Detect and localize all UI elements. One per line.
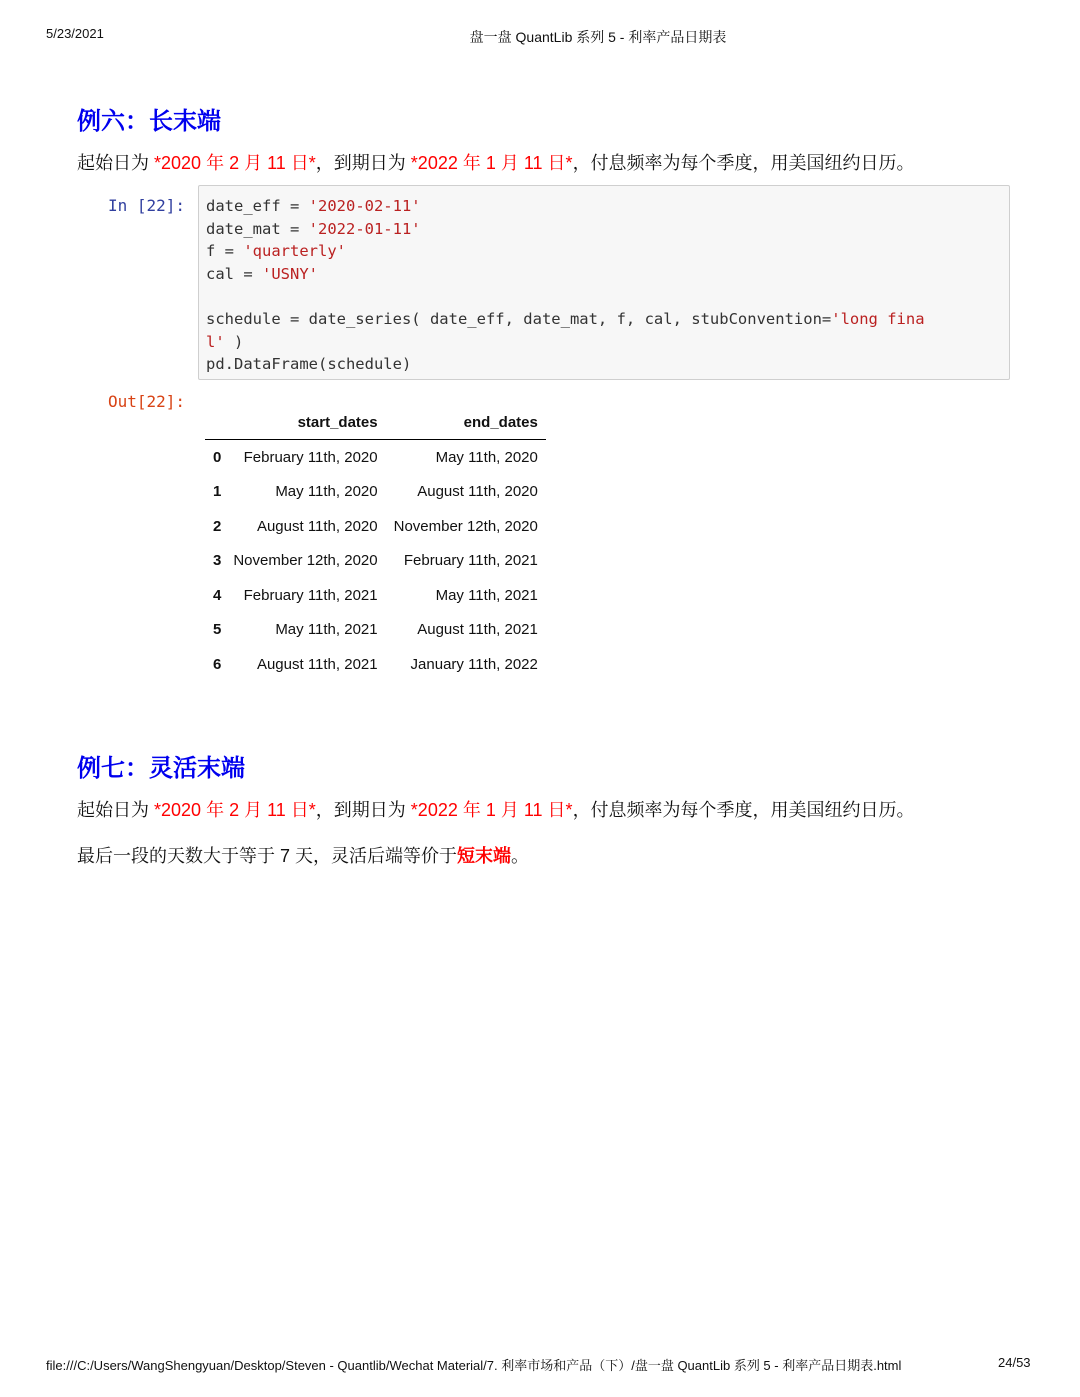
start-date-cell: May 11th, 2020 [275,483,378,501]
print-footer-page: 24/53 [998,1355,1031,1370]
start-date-cell: February 11th, 2020 [243,448,378,466]
desc-prefix: 起始日为 [77,153,155,173]
table-row [205,613,546,648]
end-date-cell: January 11th, 2022 [410,655,538,673]
desc-end-date: *2022 年 1 月 11 日* [410,153,573,173]
row-index: 3 [213,552,222,570]
table-header-row [205,405,546,440]
end-date-cell: May 11th, 2021 [435,586,538,604]
start-date-cell: August 11th, 2020 [256,517,378,535]
end-date-cell: August 11th, 2021 [417,621,538,639]
code-line-6: schedule = date_series( date_eff, date_mat, f, cal, stubConvention='long fina [206,309,925,328]
desc-suffix: ，付息频率为每个季度，用美国纽约日历。 [572,800,915,820]
example7-note [77,842,529,868]
example6-heading: 例六：长末端 [77,108,221,135]
start-date-cell: August 11th, 2021 [256,655,378,673]
desc-start-date: *2020 年 2 月 11 日* [154,153,316,173]
code-line-3: f = 'quarterly' [206,242,346,261]
code-line-7: l' ) [206,332,244,351]
code-line-4: cal = 'USNY' [206,264,318,283]
desc-middle: ，到期日为 [315,153,411,173]
desc-middle: ，到期日为 [315,800,411,820]
row-index: 5 [213,621,222,639]
row-index: 4 [213,586,222,604]
end-date-cell: August 11th, 2020 [417,483,538,501]
table-row [205,509,546,544]
code-block [206,195,1002,376]
row-index: 6 [213,655,222,673]
table-row [205,440,546,475]
print-header-title: 盘一盘 QuantLib 系列 5 - 利率产品日期表 [469,29,727,45]
index-header [205,405,225,440]
desc-end-date: *2022 年 1 月 11 日* [410,800,573,820]
code-line-8: pd.DataFrame(schedule) [206,355,412,374]
start-date-cell: November 12th, 2020 [233,552,378,570]
desc-prefix: 起始日为 [77,800,155,820]
row-index: 1 [213,483,222,501]
dataframe-table [205,405,546,682]
end-date-cell: November 12th, 2020 [393,517,538,535]
column-header-start-dates: start_dates [225,405,385,440]
note-suffix: 。 [511,846,530,866]
start-date-cell: May 11th, 2021 [275,621,378,639]
desc-suffix: ，付息频率为每个季度，用美国纽约日历。 [572,153,915,173]
table-row [205,475,546,510]
print-footer-path: file:///C:/Users/WangShengyuan/Desktop/Steven - Quantlib/Wechat Material/7. 利率市场和产品（下）/盘一盘 QuantLib 系列 5 - 利率产品日期表.html [46,1358,902,1373]
row-index: 2 [213,517,222,535]
column-header-end-dates: end_dates [386,405,546,440]
example7-heading: 例七：灵活末端 [77,755,245,782]
print-header-date: 5/23/2021 [46,26,104,41]
code-line-2: date_mat = '2022-01-11' [206,219,421,238]
table-row [205,578,546,613]
end-date-cell: February 11th, 2021 [403,552,538,570]
code-cell[interactable] [198,185,1010,380]
desc-start-date: *2020 年 2 月 11 日* [154,800,316,820]
table-row [205,647,546,682]
input-prompt: In [22]: [108,196,186,215]
table-row [205,544,546,579]
example7-description [77,796,915,822]
end-date-cell: May 11th, 2020 [435,448,538,466]
code-line-1: date_eff = '2020-02-11' [206,197,421,215]
note-prefix: 最后一段的天数大于等于 7 天，灵活后端等价于 [77,846,458,866]
output-prompt: Out[22]: [108,392,186,411]
start-date-cell: February 11th, 2021 [243,586,378,604]
row-index: 0 [213,448,222,466]
note-highlight: 短末端 [457,846,512,866]
example6-description [77,149,915,175]
